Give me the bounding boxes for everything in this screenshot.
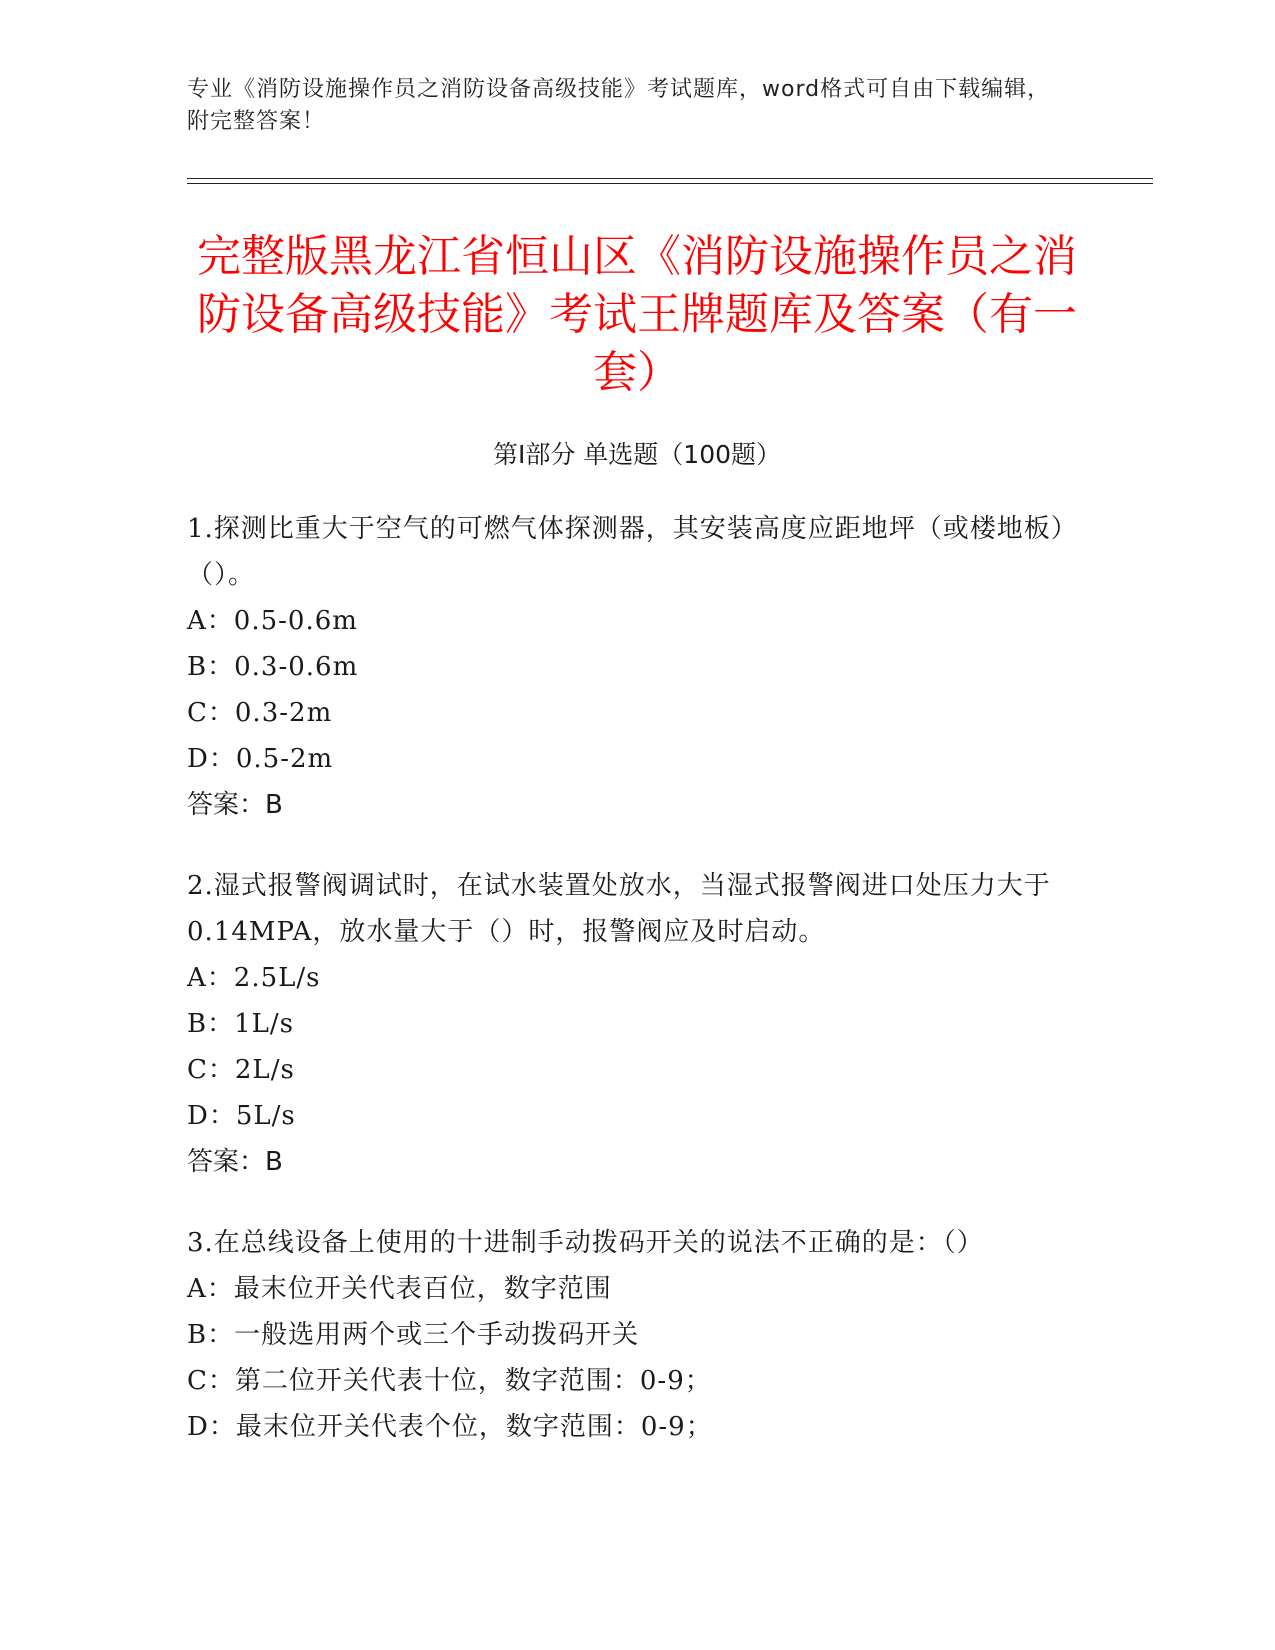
option-a: A：2.5L/s	[187, 963, 321, 993]
option-d: D：5L/s	[187, 1101, 296, 1131]
question-1	[187, 506, 1067, 828]
question-stem: 1.探测比重大于空气的可燃气体探测器，其安装高度应距地坪（或楼地板）（）。	[187, 514, 1065, 590]
option-b: B：0.3-0.6m	[187, 652, 359, 682]
option-c: C：第二位开关代表十位，数字范围：0-9；	[187, 1366, 712, 1396]
section-heading: 第I部分 单选题（100题）	[492, 440, 782, 469]
question-stem: 3.在总线设备上使用的十进制手动拨码开关的说法不正确的是：（）	[187, 1228, 984, 1258]
option-a: A：0.5-0.6m	[187, 606, 358, 636]
header-divider-bottom	[187, 183, 1153, 184]
option-d: D：最末位开关代表个位，数字范围：0-9；	[187, 1412, 713, 1442]
option-a: A：最末位开关代表百位，数字范围	[187, 1274, 612, 1304]
question-3	[187, 1220, 1067, 1450]
option-b: B：一般选用两个或三个手动拨码开关	[187, 1320, 640, 1350]
option-b: B：1L/s	[187, 1009, 295, 1039]
question-2	[187, 863, 1067, 1185]
document-title: 完整版黑龙江省恒山区《消防设施操作员之消防设备高级技能》考试王牌题库及答案（有一套）	[197, 231, 1077, 398]
option-d: D：0.5-2m	[187, 744, 334, 774]
header-note: 专业《消防设施操作员之消防设备高级技能》考试题库，word格式可自由下载编辑，附完整答案！	[187, 77, 1051, 134]
question-stem: 2.湿式报警阀调试时，在试水装置处放水，当湿式报警阀进口处压力大于0.14MPA，放水量大于（）时，报警阀应及时启动。	[187, 871, 1051, 947]
answer: 答案：B	[187, 790, 283, 820]
header-divider-top	[187, 178, 1153, 179]
answer: 答案：B	[187, 1147, 283, 1177]
option-c: C：0.3-2m	[187, 698, 333, 728]
option-c: C：2L/s	[187, 1055, 295, 1085]
